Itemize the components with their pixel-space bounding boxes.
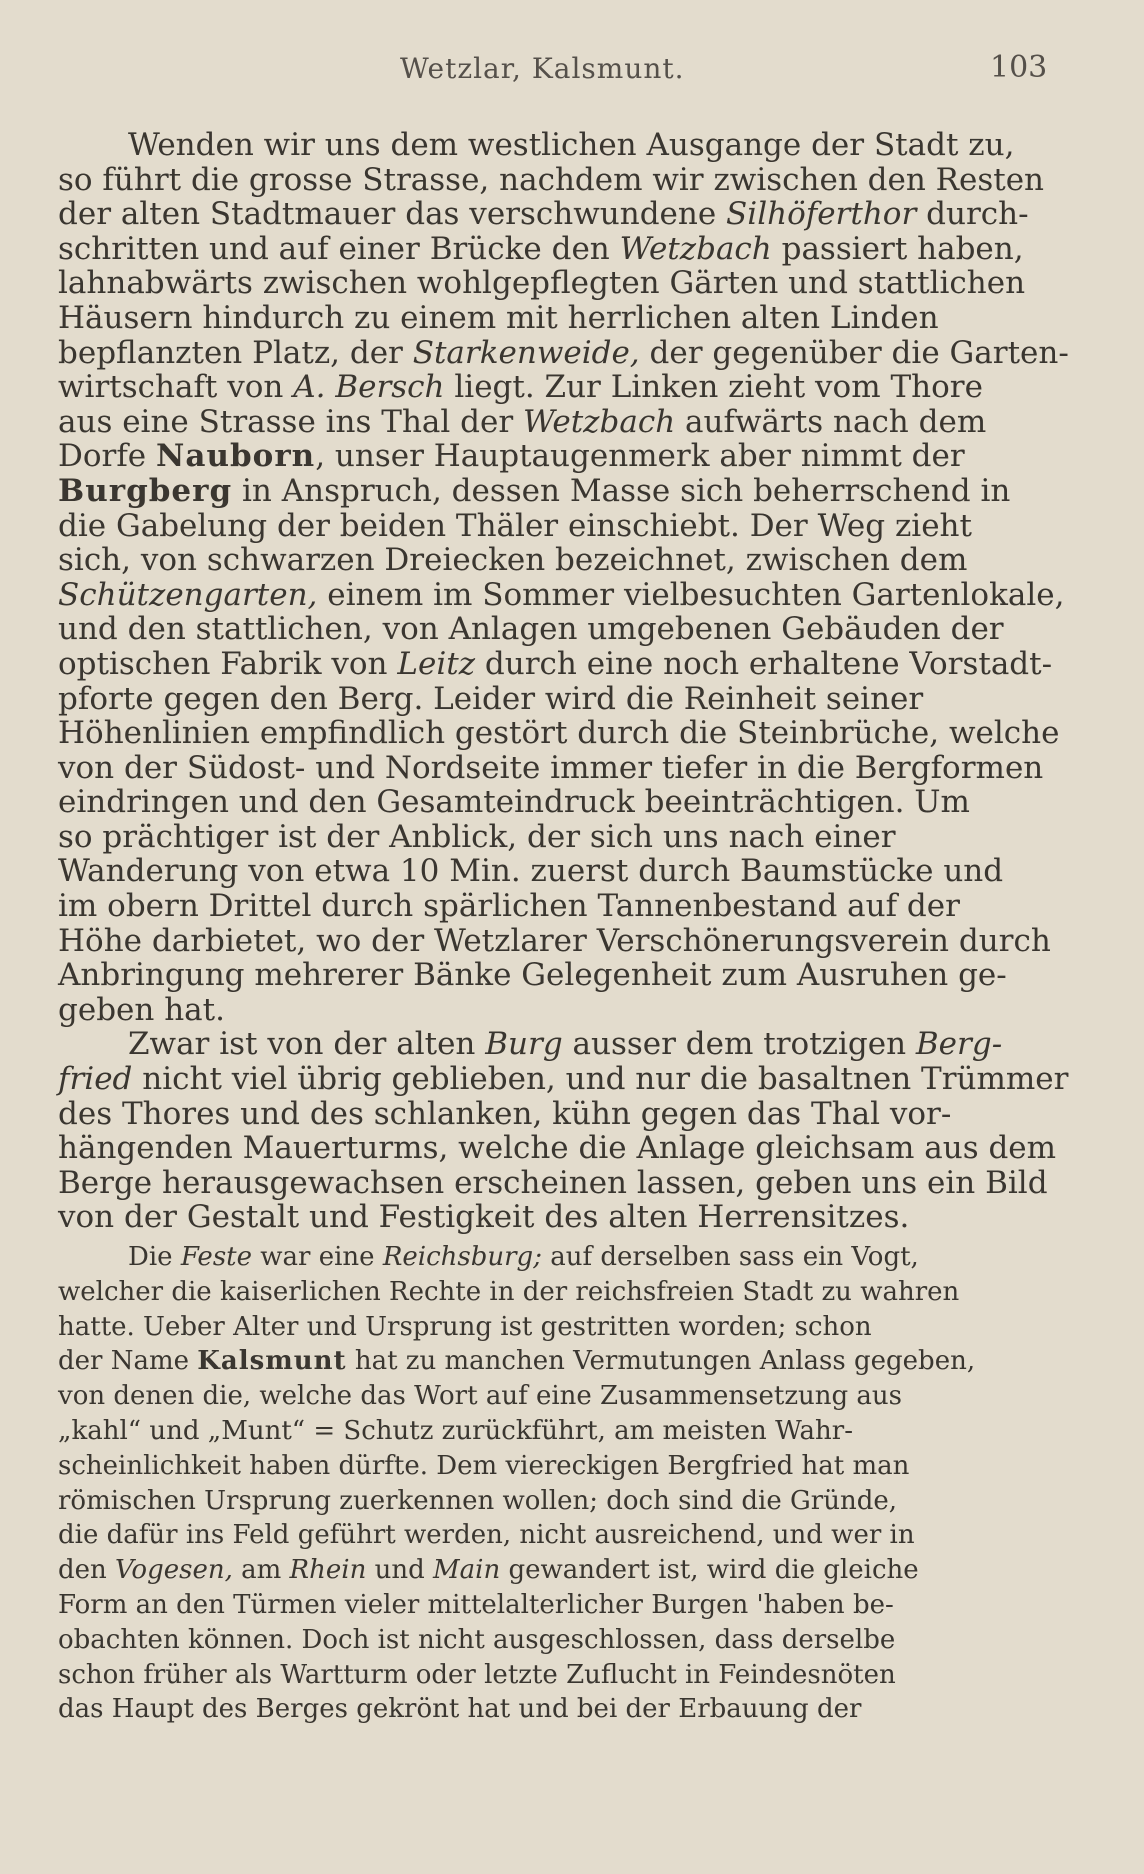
text-line: der Name Kalsmunt hat zu manchen Vermutungen Anlass gegeben, [58, 1346, 976, 1377]
text-line: wirtschaft von A. Bersch liegt. Zur Linken zieht vom Thore [58, 369, 983, 406]
text-line: und den stattlichen, von Anlagen umgebenen Gebäuden der [58, 611, 1004, 648]
text-line: römischen Ursprung zuerkennen wollen; doch sind die Gründe, [58, 1485, 898, 1516]
text-line: fried nicht viel übrig geblieben, und nur die basaltnen Trümmer [58, 1061, 1069, 1098]
text-line: pforte gegen den Berg. Leider wird die Reinheit seiner [58, 680, 924, 717]
text-line: von der Südost- und Nordseite immer tiefer in die Bergformen [58, 749, 1044, 786]
text-line: geben hat. [58, 991, 225, 1028]
text-line: von denen die, welche das Wort auf eine Zusammensetzung aus [58, 1381, 903, 1412]
text-line: Form an den Türmen vieler mittelalterlicher Burgen 'haben be- [58, 1589, 894, 1620]
place-name: Main [433, 1555, 501, 1586]
text-line: die dafür ins Feld geführt werden, nicht ausreichend, und wer in [58, 1520, 915, 1551]
term: Reichsburg; [382, 1242, 542, 1272]
text-line: aus eine Strasse ins Thal der Wetzbach aufwärts nach dem [58, 403, 987, 440]
text-line: so führt die grosse Strasse, nachdem wir zwischen den Resten [58, 161, 1045, 198]
place-name: Rhein [289, 1555, 367, 1586]
text-line: „kahl“ und „Munt“ = Schutz zurückführt, am meisten Wahr- [58, 1415, 853, 1446]
place-name: Wetzbach [523, 403, 676, 440]
text-line: Die Feste war eine Reichsburg; auf derselben sass ein Vogt, [128, 1242, 919, 1272]
text-line: hatte. Ueber Alter und Ursprung ist gestritten worden; schon [58, 1311, 872, 1342]
page-number: 103 [990, 50, 1048, 85]
text-line: Schützengarten, einem im Sommer vielbesuchten Gartenlokale, [58, 576, 1065, 613]
text-line: im obern Drittel durch spärlichen Tannenbestand auf der [58, 888, 960, 925]
text-line: sich, von schwarzen Dreiecken bezeichnet, zwischen dem [58, 542, 968, 579]
place-name: Kalsmunt [197, 1346, 347, 1377]
text-line: Wanderung von etwa 10 Min. zuerst durch Baumstücke und [58, 853, 1004, 890]
text-line: Berge herausgewachsen erscheinen lassen, geben uns ein Bild [58, 1164, 1048, 1201]
place-name: Wetzbach [619, 230, 772, 267]
text-line: des Thores und des schlanken, kühn gegen das Thal vor- [58, 1095, 952, 1132]
place-name: Burgberg [58, 472, 233, 509]
place-name: Burg [485, 1026, 563, 1063]
term: fried [58, 1061, 133, 1098]
text-line: hängenden Mauerturms, welche die Anlage gleichsam aus dem [58, 1130, 1057, 1167]
place-name: Silhöferthor [726, 196, 917, 233]
text-line: welcher die kaiserlichen Rechte in der reichsfreien Stadt zu wahren [58, 1276, 960, 1307]
text-line: Höhenlinien empfindlich gestört durch die Steinbrüche, welche [58, 715, 1060, 752]
text-line: Wenden wir uns dem westlichen Ausgange der Stadt zu, [128, 127, 1015, 163]
text-line: von der Gestalt und Festigkeit des alten Herrensitzes. [58, 1199, 910, 1236]
text-line: obachten können. Doch ist nicht ausgeschlossen, dass derselbe [58, 1624, 896, 1655]
person-name: A. Bersch [293, 369, 445, 406]
text-line: Burgberg in Anspruch, dessen Masse sich beherrschend in [58, 472, 1011, 509]
term: Feste [180, 1242, 252, 1272]
text-line: bepflanzten Platz, der Starkenweide, der gegenüber die Garten- [58, 334, 1069, 371]
text-line: lahnabwärts zwischen wohlgepflegten Gärten und stattlichen [58, 265, 1026, 302]
text-line: der alten Stadtmauer das verschwundene Silhöferthor durch- [58, 196, 1029, 233]
small-print-text [58, 1240, 1054, 1727]
place-name: Nauborn [156, 438, 316, 475]
text-line: Häusern hindurch zu einem mit herrlichen alten Linden [58, 299, 939, 336]
place-name: Vogesen, [115, 1555, 233, 1586]
company-name: Leitz [397, 645, 476, 682]
text-line: das Haupt des Berges gekrönt hat und bei der Erbauung der [58, 1694, 862, 1725]
running-title: Wetzlar, Kalsmunt. [400, 52, 685, 85]
text-line: Höhe darbietet, wo der Wetzlarer Verschönerungsverein durch [58, 922, 1051, 959]
text-line: eindringen und den Gesamteindruck beeinträchtigen. Um [58, 784, 970, 821]
text-line: Dorfe Nauborn, unser Hauptaugenmerk aber nimmt der [58, 438, 965, 475]
text-line: Anbringung mehrerer Bänke Gelegenheit zum Ausruhen ge- [58, 957, 1007, 994]
text-line: die Gabelung der beiden Thäler einschiebt. Der Weg zieht [58, 507, 972, 544]
term: Berg- [915, 1026, 1003, 1063]
place-name: Schützengarten, [58, 576, 318, 613]
text-line: schon früher als Wartturm oder letzte Zuflucht in Feindesnöten [58, 1659, 896, 1690]
text-line: so prächtiger ist der Anblick, der sich uns nach einer [58, 818, 896, 855]
text-line: optischen Fabrik von Leitz durch eine noch erhaltene Vorstadt- [58, 645, 1053, 682]
text-line: schritten und auf einer Brücke den Wetzbach passiert haben, [58, 230, 1024, 267]
place-name: Starkenweide, [412, 334, 640, 371]
text-line: scheinlichkeit haben dürfte. Dem viereckigen Bergfried hat man [58, 1450, 910, 1481]
main-text [58, 127, 1069, 1236]
text-line: Zwar ist von der alten Burg ausser dem trotzigen Berg- [128, 1026, 1003, 1063]
text-line: den Vogesen, am Rhein und Main gewandert ist, wird die gleiche [58, 1555, 919, 1586]
